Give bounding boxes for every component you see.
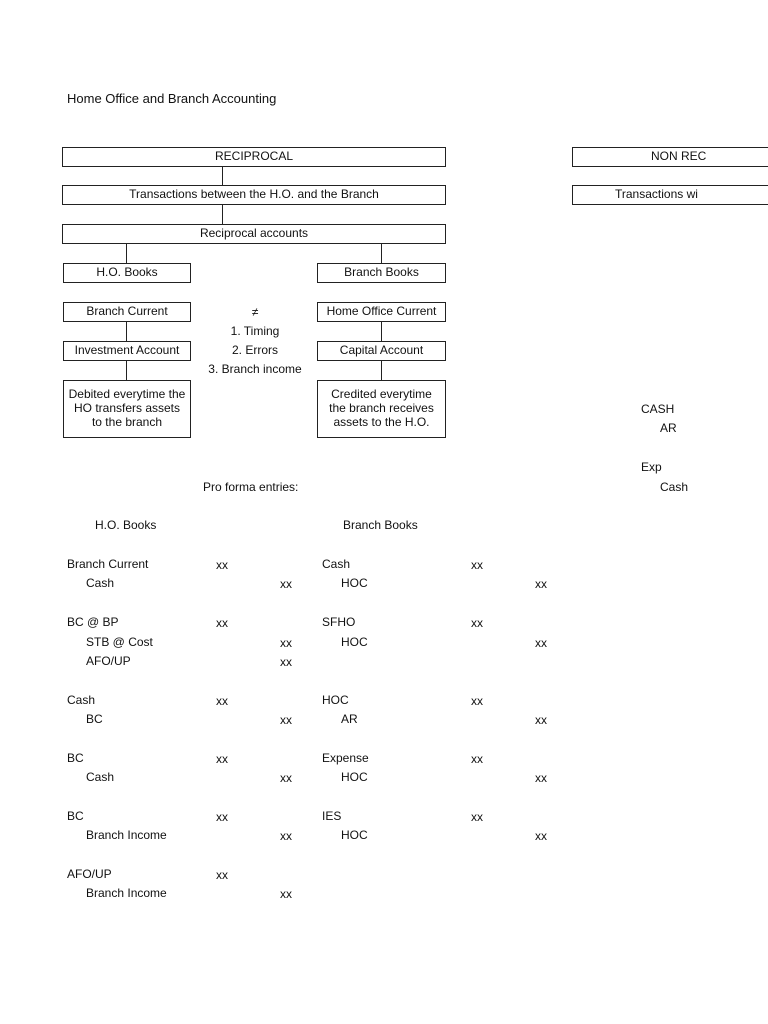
branch-entry-debit: SFHO [322, 615, 356, 629]
ho-entry-debit: BC @ BP [67, 615, 119, 629]
debit-amount: xx [471, 752, 483, 766]
reciprocal-heading-box [62, 147, 446, 167]
debit-amount: xx [471, 558, 483, 572]
connector-line [381, 322, 382, 341]
not-equal-symbol: ≠ [251, 305, 259, 319]
connector-line [381, 244, 382, 263]
ho-entry-debit: BC [67, 809, 84, 823]
investment-account-label: Investment Account [74, 343, 180, 358]
reciprocal-transactions-label: Transactions between the H.O. and the Branch [129, 187, 379, 202]
branch-entry-credit: HOC [341, 635, 368, 649]
side-entry-credit: Cash [660, 480, 689, 494]
branch-books-label: Branch Books [344, 265, 419, 280]
connector-line [222, 205, 223, 224]
branch-entry-credit: AR [341, 712, 358, 726]
ho-entry-credit: AFO/UP [86, 654, 131, 668]
reciprocal-heading: RECIPROCAL [214, 149, 294, 164]
reciprocal-transactions-box [62, 185, 446, 205]
debit-amount: xx [471, 694, 483, 708]
non-reciprocal-heading: NON REC [651, 149, 707, 164]
connector-line [126, 361, 127, 380]
connector-line [222, 167, 223, 185]
credit-amount: xx [280, 655, 292, 669]
ho-books-box [63, 263, 191, 283]
debit-amount: xx [216, 558, 228, 572]
ho-note-box [63, 380, 191, 438]
ho-entry-credit: BC [86, 712, 103, 726]
debit-amount: xx [471, 616, 483, 630]
branch-books-box [317, 263, 446, 283]
connector-line [126, 322, 127, 341]
ho-entry-credit: Cash [86, 770, 115, 784]
ho-entry-credit: STB @ Cost [86, 635, 153, 649]
branch-current-box [63, 302, 191, 322]
difference-item: 1. Timing [230, 324, 280, 338]
non-reciprocal-transactions-label: Transactions wi [615, 187, 698, 202]
side-entry-debit: CASH [641, 402, 675, 416]
pro-forma-label: Pro forma entries: [203, 480, 299, 494]
capital-account-label: Capital Account [339, 343, 424, 358]
debit-amount: xx [216, 868, 228, 882]
branch-entry-debit: Expense [322, 751, 369, 765]
ho-books-label: H.O. Books [96, 265, 158, 280]
credit-amount: xx [535, 771, 547, 785]
non-reciprocal-heading-box [572, 147, 768, 167]
credit-amount: xx [535, 577, 547, 591]
home-office-current-label: Home Office Current [326, 304, 437, 319]
credit-amount: xx [280, 636, 292, 650]
ho-entry-credit: Branch Income [86, 886, 167, 900]
credit-amount: xx [280, 771, 292, 785]
debit-amount: xx [216, 694, 228, 708]
connector-line [381, 361, 382, 380]
branch-entry-credit: HOC [341, 770, 368, 784]
credit-amount: xx [280, 829, 292, 843]
investment-account-box [63, 341, 191, 361]
connector-line [126, 244, 127, 263]
home-office-current-box [317, 302, 446, 322]
branch-note-text: Credited everytime the branch receives assets to the H.O. [329, 387, 434, 429]
credit-amount: xx [280, 577, 292, 591]
branch-note-box [317, 380, 446, 438]
credit-amount: xx [280, 887, 292, 901]
ho-note-text: Debited everytime the HO transfers assets to the branch [68, 387, 186, 429]
debit-amount: xx [471, 810, 483, 824]
branch-entry-credit: HOC [341, 828, 368, 842]
branch-current-label: Branch Current [86, 304, 168, 319]
ho-entry-debit: Cash [67, 693, 96, 707]
branch-entry-debit: HOC [322, 693, 349, 707]
ho-entry-debit: BC [67, 751, 84, 765]
ho-entry-debit: Branch Current [67, 557, 149, 571]
branch-entry-debit: IES [322, 809, 342, 823]
credit-amount: xx [535, 636, 547, 650]
ho-books-header: H.O. Books [95, 518, 157, 532]
difference-item: 3. Branch income [208, 362, 302, 376]
debit-amount: xx [216, 616, 228, 630]
credit-amount: xx [280, 713, 292, 727]
branch-entry-credit: HOC [341, 576, 368, 590]
capital-account-box [317, 341, 446, 361]
difference-item: 2. Errors [231, 343, 278, 357]
ho-entry-debit: AFO/UP [67, 867, 112, 881]
side-entry-debit: Exp [641, 460, 662, 474]
branch-books-header: Branch Books [343, 518, 418, 532]
branch-entry-debit: Cash [322, 557, 351, 571]
reciprocal-accounts-box [62, 224, 446, 244]
credit-amount: xx [535, 713, 547, 727]
ho-entry-credit: Cash [86, 576, 115, 590]
non-reciprocal-transactions-box [572, 185, 768, 205]
reciprocal-accounts-label: Reciprocal accounts [199, 226, 309, 241]
page-title: Home Office and Branch Accounting [67, 91, 277, 106]
side-entry-credit: AR [660, 421, 677, 435]
ho-entry-credit: Branch Income [86, 828, 167, 842]
debit-amount: xx [216, 752, 228, 766]
credit-amount: xx [535, 829, 547, 843]
debit-amount: xx [216, 810, 228, 824]
